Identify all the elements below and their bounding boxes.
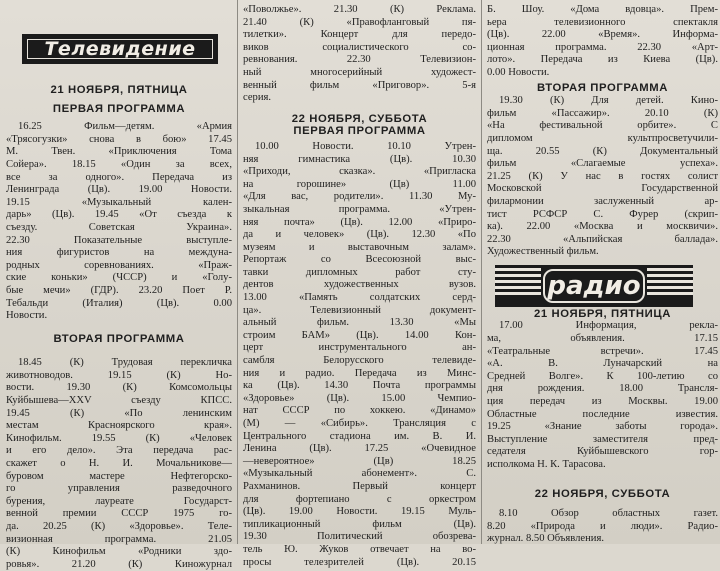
schedule-line: лото». Передача из Киева (Цв). bbox=[487, 54, 718, 66]
schedule-line: серия. bbox=[243, 92, 272, 104]
schedule-line: все за одного». Передача из bbox=[6, 171, 232, 183]
schedule-line: 19.30 Политический обозрева- bbox=[243, 531, 476, 543]
schedule-line: Куйбышева—XXV съезду КПСС. bbox=[6, 395, 232, 407]
column-divider bbox=[237, 0, 238, 544]
schedule-line: няя гимнастика (Цв). 10.30 bbox=[243, 153, 476, 165]
schedule-line: ка). 22.00 «Москва и москвичи». bbox=[487, 221, 718, 233]
schedule-line: тель Ю. Жуков отвечает на во- bbox=[243, 543, 476, 555]
date-heading: 22 НОЯБРЯ, СУББОТА bbox=[291, 112, 428, 125]
schedule-line: 16.25 Фильм—детям. «Армия bbox=[18, 121, 232, 133]
program-heading: ПЕРВАЯ ПРОГРАММА bbox=[52, 102, 186, 115]
program-heading: ПЕРВАЯ ПРОГРАММА bbox=[293, 125, 426, 138]
schedule-line: 0.00 Новости. bbox=[487, 66, 550, 78]
tv-section-header bbox=[22, 34, 218, 64]
schedule-line: няя почта» (Цв). 12.00 «Приро- bbox=[243, 216, 476, 228]
schedule-line: 13.00 «Память солдатских серд- bbox=[243, 292, 476, 304]
schedule-line: Областные последние известия. bbox=[487, 408, 718, 420]
schedule-line: бурения, лауреате Государст- bbox=[6, 495, 232, 507]
schedule-line: тист РСФСР С. Фурер (скрип- bbox=[487, 208, 718, 220]
schedule-line: фильм «Слагаемые успеха». bbox=[487, 158, 718, 170]
schedule-line: ща. 20.55 (К) Документальный bbox=[487, 145, 718, 157]
schedule-line: церт инструментального ан- bbox=[243, 342, 476, 354]
schedule-line: альный фильм. 13.30 «Мы bbox=[243, 317, 476, 329]
schedule-line: тилетки». Концерт для передо- bbox=[243, 29, 476, 41]
schedule-line: «Здоровье» (Цв). 15.00 Чемпио- bbox=[243, 392, 476, 404]
schedule-line: Художественный фильм. bbox=[487, 246, 599, 258]
schedule-line: и его дело». Эта передача рас- bbox=[6, 445, 232, 457]
program-heading: ВТОРАЯ ПРОГРАММА bbox=[53, 332, 185, 345]
schedule-line: 10.00 Новости. 10.10 Утрен- bbox=[255, 140, 476, 152]
schedule-line: 19.15 «Музыкальный кален- bbox=[6, 196, 232, 208]
schedule-line: (К) Кинофильм «Родники здо- bbox=[6, 546, 232, 558]
schedule-line: 21.40 (К) «Правофланговый пя- bbox=[243, 16, 476, 28]
schedule-line: ка (Цв). 14.30 Почта программы bbox=[243, 380, 476, 392]
schedule-line: го управления разведочного bbox=[6, 483, 232, 495]
radio-section-header bbox=[495, 265, 693, 307]
schedule-line: ция передач из Москвы. 19.00 bbox=[487, 396, 718, 408]
schedule-line: да и человек» (Цв). 12.30 «По bbox=[243, 229, 476, 241]
schedule-line: 19.30 (К) Для детей. Кино- bbox=[499, 95, 718, 107]
schedule-line: седателя Куйбышевского гор- bbox=[487, 446, 718, 458]
schedule-block bbox=[487, 0, 718, 80]
schedule-line: ма, объявления. 17.15 bbox=[487, 333, 718, 345]
schedule-block bbox=[487, 320, 718, 471]
schedule-block bbox=[6, 121, 232, 323]
schedule-line: буровом мастере Нефтегорско- bbox=[6, 470, 232, 482]
decorative-stripes bbox=[495, 265, 541, 307]
schedule-line: Центрального стадиона им. В. И. bbox=[243, 430, 476, 442]
schedule-block bbox=[487, 95, 718, 259]
schedule-line: филармонии заслуженный ар- bbox=[487, 195, 718, 207]
schedule-line: ца». Телевизионный документ- bbox=[243, 304, 476, 316]
schedule-line: ревнования. 22.30 Телевизион- bbox=[243, 54, 476, 66]
schedule-line: Кинофильм. 19.55 (К) «Человек bbox=[6, 432, 232, 444]
schedule-line: родных соревнованиях. «Праж- bbox=[6, 259, 232, 271]
schedule-line: ный многосерийный художест- bbox=[243, 66, 476, 78]
schedule-line: «А. В. Луначарский на bbox=[487, 358, 718, 370]
schedule-line: венный фильм «Приговор». 5-я bbox=[243, 79, 476, 91]
schedule-line: Сойера». 18.15 «Один за всех, bbox=[6, 158, 232, 170]
schedule-line: тавки дипломных работ сту- bbox=[243, 266, 476, 278]
schedule-line: Ленинграда (Цв). 19.00 Новости. bbox=[6, 184, 232, 196]
date-heading: 21 НОЯБРЯ, ПЯТНИЦА bbox=[533, 307, 672, 320]
schedule-line: самбля Белорусского телевиде- bbox=[243, 355, 476, 367]
schedule-line: 22.30 «Альпийская баллада». bbox=[487, 233, 718, 245]
schedule-line: визионная программа. 21.05 bbox=[6, 533, 232, 545]
schedule-line: Выступление заместителя пред- bbox=[487, 433, 718, 445]
schedule-line: 19.25 «Знание заботы города». bbox=[487, 421, 718, 433]
schedule-line: типликационный фильм (Цв). bbox=[243, 518, 476, 530]
schedule-line: «Театральные встречи». 17.45 bbox=[487, 345, 718, 357]
schedule-line: 8.20 «Природа и люди». Радио- bbox=[487, 520, 718, 532]
date-heading: 21 НОЯБРЯ, ПЯТНИЦА bbox=[50, 84, 188, 96]
schedule-line: строим БАМ» (Цв). 14.00 Кон- bbox=[243, 329, 476, 341]
schedule-line: Средней Волге». К 100-летию со bbox=[487, 370, 718, 382]
schedule-block bbox=[6, 357, 232, 571]
column-2 bbox=[243, 0, 476, 568]
schedule-line: ские коньки» (ЧССР) и «Голу- bbox=[6, 272, 232, 284]
schedule-line: на горошине» (Цв) 11.00 bbox=[243, 178, 476, 190]
schedule-block bbox=[243, 0, 476, 105]
column-3 bbox=[487, 0, 718, 544]
schedule-line: (Цв). 22.00 «Время». Информа- bbox=[487, 29, 718, 41]
schedule-line: скажет о Н. И. Мочальникове— bbox=[6, 458, 232, 470]
decorative-stripes bbox=[647, 265, 693, 307]
schedule-line: ьера телевизионного спектакля bbox=[487, 16, 718, 28]
schedule-line: ционная программа. 22.30 «Арт- bbox=[487, 41, 718, 53]
schedule-line: для фортепиано с оркестром bbox=[243, 493, 476, 505]
schedule-line: съезду. Советская Украина». bbox=[6, 221, 232, 233]
schedule-line: Б. Шоу. «Дома вдовца». Прем- bbox=[487, 4, 718, 15]
schedule-block bbox=[487, 508, 718, 546]
schedule-line: просы телезрителей (Цв). 20.15 bbox=[243, 556, 476, 568]
column-divider bbox=[481, 0, 482, 544]
schedule-line: Московской Государственной bbox=[487, 183, 718, 195]
schedule-line: Рахманинов. Первый концерт bbox=[243, 480, 476, 492]
schedule-line: дарь» (Цв). 19.45 «От съезда к bbox=[6, 209, 232, 221]
schedule-line: ровья». 21.20 (К) Киножурнал bbox=[6, 558, 232, 570]
schedule-line: 22.30 Показательные выступле- bbox=[6, 234, 232, 246]
schedule-line: ния и радио. Передача из Минс- bbox=[243, 367, 476, 379]
schedule-line: Ленина (Цв). 17.25 «Очевидное bbox=[243, 443, 476, 455]
schedule-line: «Музыкальный абонемент». С. bbox=[243, 468, 476, 480]
schedule-block bbox=[243, 141, 476, 569]
schedule-line: —невероятное» (Цв) 18.25 bbox=[243, 455, 476, 467]
schedule-line: дентов художественных вузов. bbox=[243, 279, 476, 291]
schedule-line: ния фигуристов на междуна- bbox=[6, 247, 232, 259]
radio-header-title: радио bbox=[547, 270, 641, 301]
schedule-line: Тебальди (Италия) (Цв). 0.00 bbox=[6, 297, 232, 309]
tv-header-title: Телевидение bbox=[44, 37, 196, 60]
schedule-line: Репортаж со Всесоюзной выс- bbox=[243, 254, 476, 266]
schedule-line: «Поволжье». 21.30 (К) Реклама. bbox=[243, 4, 476, 15]
schedule-line: 17.00 Информация, рекла- bbox=[499, 320, 718, 332]
schedule-line: венной премии СССР 1975 го- bbox=[6, 508, 232, 520]
schedule-line: (Цв). 19.00 Новости. 19.15 Муль- bbox=[243, 506, 476, 518]
schedule-line: да. 20.25 (К) «Здоровье». Теле- bbox=[6, 521, 232, 532]
schedule-line: Новости. bbox=[6, 310, 48, 322]
schedule-line: «На фестивальной орбите». С bbox=[487, 120, 718, 132]
schedule-line: местам Красноярского края». bbox=[6, 420, 232, 432]
schedule-line: исполкома Н. К. Тарасова. bbox=[487, 459, 606, 470]
schedule-line: виков социалистического со- bbox=[243, 41, 476, 53]
schedule-line: «Трясогузки» снова в бою» 17.45 bbox=[6, 133, 232, 145]
schedule-line: дипломом культпросветучили- bbox=[487, 132, 718, 144]
column-1 bbox=[6, 0, 232, 570]
program-heading: ВТОРАЯ ПРОГРАММА bbox=[536, 81, 669, 94]
schedule-line: 18.45 (К) Трудовая перекличка bbox=[18, 357, 232, 369]
schedule-line: музеям и выставочным залам». bbox=[243, 241, 476, 253]
schedule-line: 8.10 Обзор областных газет. bbox=[499, 508, 718, 520]
schedule-line: бые мечи» (ГДР). 23.20 Поет Р. bbox=[6, 284, 232, 296]
schedule-line: «Приходи, сказка». «Пригласка bbox=[243, 166, 476, 178]
schedule-line: фильм «Пассажир». 20.10 (К) bbox=[487, 107, 718, 119]
schedule-line: нат СССР по хоккею. «Динамо» bbox=[243, 405, 476, 417]
schedule-line: 19.45 (К) «По ленинским bbox=[6, 407, 232, 419]
schedule-line: (М) — «Сибирь». Трансляция с bbox=[243, 418, 476, 429]
schedule-line: вости. 19.30 (К) Комсомольцы bbox=[6, 382, 232, 394]
schedule-line: «Для вас, родители». 11.30 Му- bbox=[243, 191, 476, 203]
schedule-line: журнал. 8.50 Объявления. bbox=[487, 533, 604, 545]
schedule-line: дня рождения. 18.00 Трансля- bbox=[487, 383, 718, 395]
schedule-line: М. Твен. «Приключения Тома bbox=[6, 146, 232, 158]
schedule-line: животноводов. 19.15 (К) Но- bbox=[6, 369, 232, 381]
schedule-line: зыкальная программа. «Утрен- bbox=[243, 203, 476, 215]
date-heading: 22 НОЯБРЯ, СУББОТА bbox=[534, 487, 671, 500]
schedule-line: 21.25 (К) У нас в гостях солист bbox=[487, 170, 718, 182]
